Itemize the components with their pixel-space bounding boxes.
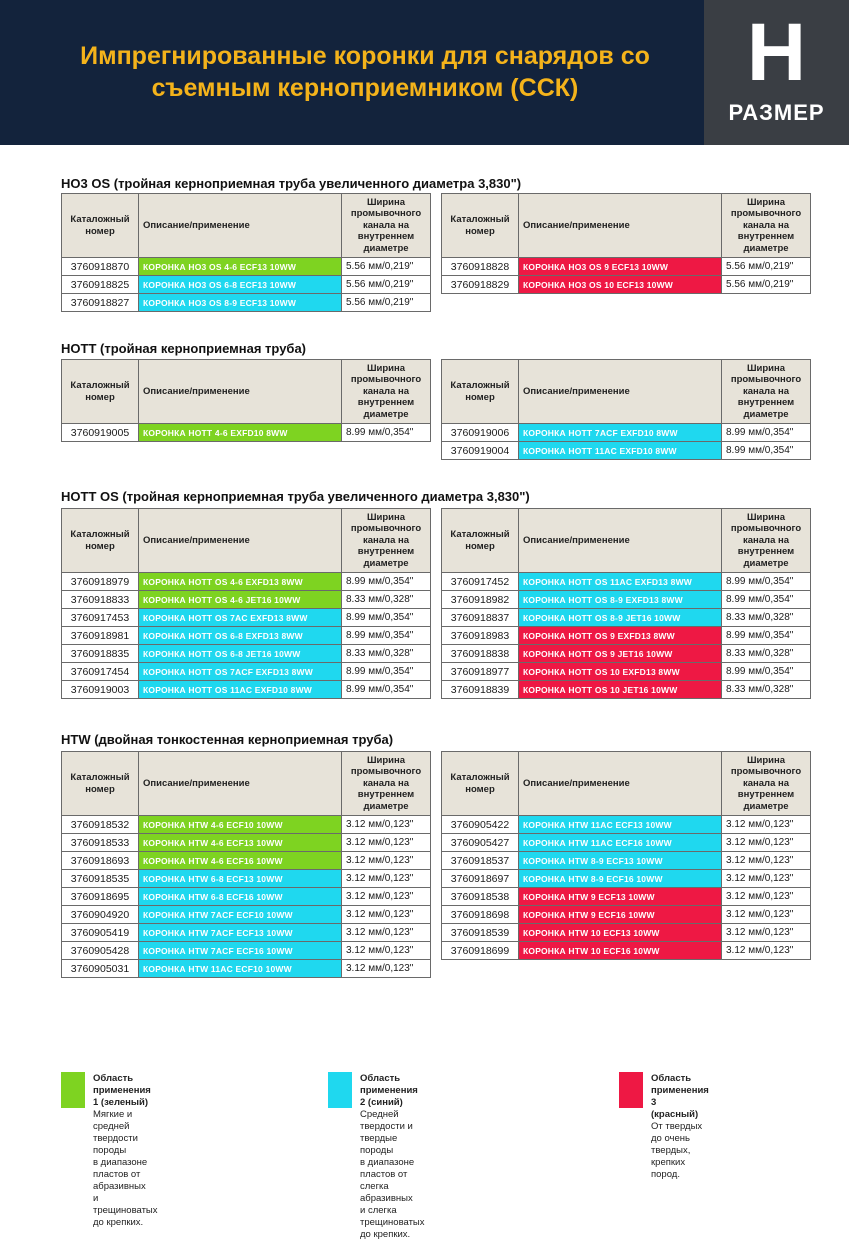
description-cell: КОРОНКА НО3 OS 4-6 ECF13 10WW [139, 258, 342, 276]
catalog-number: 3760919006 [442, 424, 519, 442]
catalog-number: 3760905419 [62, 924, 139, 942]
catalog-number: 3760918833 [62, 591, 139, 609]
description-cell: КОРОНКА HTW 7ACF ECF16 10WW [139, 942, 342, 960]
legend-text [93, 1073, 158, 1229]
table-hott-left [61, 359, 431, 442]
catalog-number: 3760918979 [62, 573, 139, 591]
catalog-number: 3760918533 [62, 834, 139, 852]
col-header-width: Ширина промывочного канала на внутреннем диаметре [722, 509, 811, 573]
col-header-width: Ширина промывочного канала на внутреннем диаметре [342, 752, 431, 816]
table-row [62, 942, 431, 960]
width-cell: 3.12 мм/0,123" [342, 960, 431, 978]
col-header-desc: Описание/применение [139, 194, 342, 258]
catalog-number: 3760918695 [62, 888, 139, 906]
size-badge [704, 0, 849, 145]
width-cell: 3.12 мм/0,123" [722, 870, 811, 888]
col-header-catalog: Каталожный номер [62, 194, 139, 258]
table-row [442, 924, 811, 942]
page-title: Импрегнированные коронки для снарядов со съемным керноприемником (ССК) [80, 42, 650, 102]
width-cell: 3.12 мм/0,123" [722, 906, 811, 924]
catalog-number: 3760917452 [442, 573, 519, 591]
table-htw-right [441, 751, 811, 960]
catalog-number: 3760919004 [442, 442, 519, 460]
description-cell: КОРОНКА HTW 8-9 ECF13 10WW [519, 852, 722, 870]
table-header-row [442, 509, 811, 573]
catalog-number: 3760919005 [62, 424, 139, 442]
page-header [0, 0, 849, 145]
table-row [442, 870, 811, 888]
catalog-number: 3760905428 [62, 942, 139, 960]
table-htw-left [61, 751, 431, 978]
description-cell: КОРОНКА НО3 OS 8-9 ECF13 10WW [139, 294, 342, 312]
catalog-number: 3760918539 [442, 924, 519, 942]
width-cell: 3.12 мм/0,123" [722, 924, 811, 942]
description-cell: КОРОНКА НОТТ OS 9 EXFD13 8WW [519, 627, 722, 645]
col-header-desc: Описание/применение [139, 360, 342, 424]
description-cell: КОРОНКА HTW 8-9 ECF16 10WW [519, 870, 722, 888]
catalog-number: 3760918827 [62, 294, 139, 312]
col-header-desc: Описание/применение [519, 194, 722, 258]
description-cell: КОРОНКА HTW 11AC ECF10 10WW [139, 960, 342, 978]
col-header-width: Ширина промывочного канала на внутреннем диаметре [342, 194, 431, 258]
width-cell: 8.99 мм/0,354" [342, 609, 431, 627]
legend-line: От твердых до очень твердых, [651, 1121, 703, 1156]
width-cell: 8.99 мм/0,354" [342, 663, 431, 681]
table-row [62, 424, 431, 442]
col-header-catalog: Каталожный номер [442, 194, 519, 258]
catalog-number: 3760918532 [62, 816, 139, 834]
table-row [62, 627, 431, 645]
description-cell: КОРОНКА НОТТ OS 7ACF EXFD13 8WW [139, 663, 342, 681]
catalog-number: 3760904920 [62, 906, 139, 924]
col-header-catalog: Каталожный номер [442, 509, 519, 573]
table-row [62, 852, 431, 870]
description-cell: КОРОНКА HTW 4-6 ECF16 10WW [139, 852, 342, 870]
table-row [62, 834, 431, 852]
description-cell: КОРОНКА HTW 4-6 ECF13 10WW [139, 834, 342, 852]
width-cell: 8.99 мм/0,354" [722, 424, 811, 442]
legend-line: и слегка трещиноватых до крепких. [360, 1205, 425, 1240]
catalog-number: 3760917454 [62, 663, 139, 681]
width-cell: 8.99 мм/0,354" [722, 663, 811, 681]
width-cell: 8.99 мм/0,354" [722, 573, 811, 591]
description-cell: КОРОНКА НОТТ OS 11AC EXFD13 8WW [519, 573, 722, 591]
table-row [442, 276, 811, 294]
catalog-number: 3760919003 [62, 681, 139, 699]
description-cell: КОРОНКА НОТТ OS 7AC EXFD13 8WW [139, 609, 342, 627]
width-cell: 5.56 мм/0,219" [342, 258, 431, 276]
legend-text [651, 1073, 709, 1181]
legend-line: в диапазоне пластов от слегка абразивных [360, 1157, 415, 1204]
table-row [62, 960, 431, 978]
catalog-number: 3760905427 [442, 834, 519, 852]
col-header-desc: Описание/применение [519, 360, 722, 424]
catalog-number: 3760917453 [62, 609, 139, 627]
description-cell: КОРОНКА HTW 6-8 ECF13 10WW [139, 870, 342, 888]
size-label: РАЗМЕР [728, 100, 825, 125]
catalog-number: 3760918535 [62, 870, 139, 888]
catalog-number: 3760918537 [442, 852, 519, 870]
width-cell: 8.99 мм/0,354" [722, 627, 811, 645]
catalog-number: 3760918693 [62, 852, 139, 870]
table-row [442, 627, 811, 645]
table-row [442, 834, 811, 852]
width-cell: 3.12 мм/0,123" [342, 816, 431, 834]
width-cell: 8.33 мм/0,328" [722, 681, 811, 699]
col-header-catalog: Каталожный номер [62, 509, 139, 573]
catalog-number: 3760918828 [442, 258, 519, 276]
width-cell: 3.12 мм/0,123" [342, 888, 431, 906]
width-cell: 8.99 мм/0,354" [342, 573, 431, 591]
width-cell: 3.12 мм/0,123" [722, 816, 811, 834]
table-row [62, 816, 431, 834]
size-letter: H [746, 7, 807, 98]
description-cell: КОРОНКА HTW 4-6 ECF10 10WW [139, 816, 342, 834]
description-cell: КОРОНКА HTW 7ACF ECF13 10WW [139, 924, 342, 942]
section-title-hottos: НОТТ OS (тройная керноприемная труба увеличенного диаметра 3,830") [61, 489, 530, 504]
legend-line: и трещиноватых до крепких. [93, 1193, 158, 1228]
catalog-number: 3760918697 [442, 870, 519, 888]
catalog-number: 3760918825 [62, 276, 139, 294]
table-row [442, 645, 811, 663]
width-cell: 3.12 мм/0,123" [722, 888, 811, 906]
description-cell: КОРОНКА НО3 OS 9 ECF13 10WW [519, 258, 722, 276]
width-cell: 3.12 мм/0,123" [722, 834, 811, 852]
description-cell: КОРОНКА HTW 10 ECF16 10WW [519, 942, 722, 960]
table-row [62, 888, 431, 906]
col-header-desc: Описание/применение [519, 752, 722, 816]
description-cell: КОРОНКА HTW 11AC ECF13 10WW [519, 816, 722, 834]
catalog-number: 3760905031 [62, 960, 139, 978]
width-cell: 8.99 мм/0,354" [722, 442, 811, 460]
col-header-catalog: Каталожный номер [442, 752, 519, 816]
table-row [62, 573, 431, 591]
col-header-width: Ширина промывочного канала на внутреннем диаметре [722, 194, 811, 258]
col-header-width: Ширина промывочного канала на внутреннем диаметре [722, 360, 811, 424]
table-row [62, 609, 431, 627]
description-cell: КОРОНКА HTW 9 ECF16 10WW [519, 906, 722, 924]
table-row [442, 591, 811, 609]
width-cell: 3.12 мм/0,123" [342, 906, 431, 924]
table-row [62, 681, 431, 699]
col-header-catalog: Каталожный номер [62, 360, 139, 424]
catalog-number: 3760918870 [62, 258, 139, 276]
table-ho3os-right [441, 193, 811, 294]
col-header-width: Ширина промывочного канала на внутреннем диаметре [342, 509, 431, 573]
table-row [442, 852, 811, 870]
width-cell: 3.12 мм/0,123" [342, 924, 431, 942]
width-cell: 5.56 мм/0,219" [722, 258, 811, 276]
table-row [442, 442, 811, 460]
section-title-hott: НОТТ (тройная керноприемная труба) [61, 341, 307, 356]
catalog-number: 3760918977 [442, 663, 519, 681]
legend-line: Мягкие и средней твердости породы [93, 1109, 138, 1156]
table-header-row [62, 752, 431, 816]
width-cell: 8.99 мм/0,354" [722, 591, 811, 609]
table-row [62, 591, 431, 609]
description-cell: КОРОНКА HTW 10 ECF13 10WW [519, 924, 722, 942]
legend-line: Средней твердости и твердые породы [360, 1109, 413, 1156]
table-hott-right [441, 359, 811, 460]
width-cell: 5.56 мм/0,219" [722, 276, 811, 294]
col-header-width: Ширина промывочного канала на внутреннем диаметре [342, 360, 431, 424]
description-cell: КОРОНКА НОТТ OS 4-6 JET16 10WW [139, 591, 342, 609]
table-header-row [62, 360, 431, 424]
col-header-desc: Описание/применение [519, 509, 722, 573]
width-cell: 8.99 мм/0,354" [342, 424, 431, 442]
description-cell: КОРОНКА НОТТ OS 6-8 JET16 10WW [139, 645, 342, 663]
col-header-desc: Описание/применение [139, 752, 342, 816]
table-row [62, 294, 431, 312]
table-row [442, 681, 811, 699]
width-cell: 8.99 мм/0,354" [342, 627, 431, 645]
table-row [442, 663, 811, 681]
catalog-number: 3760918981 [62, 627, 139, 645]
legend-swatch-green [61, 1072, 85, 1108]
width-cell: 3.12 мм/0,123" [342, 942, 431, 960]
section-title-ho3os: НО3 OS (тройная керноприемная труба увеличенного диаметра 3,830") [61, 176, 522, 191]
description-cell: КОРОНКА НОТТ OS 9 JET16 10WW [519, 645, 722, 663]
width-cell: 3.12 мм/0,123" [722, 942, 811, 960]
catalog-number: 3760918699 [442, 942, 519, 960]
table-row [442, 609, 811, 627]
table-row [62, 906, 431, 924]
legend-swatch-red [619, 1072, 643, 1108]
catalog-number: 3760918538 [442, 888, 519, 906]
table-row [442, 573, 811, 591]
width-cell: 5.56 мм/0,219" [342, 276, 431, 294]
table-row [442, 258, 811, 276]
legend-text [360, 1073, 425, 1241]
catalog-number: 3760918983 [442, 627, 519, 645]
description-cell: КОРОНКА НОТТ OS 6-8 EXFD13 8WW [139, 627, 342, 645]
table-row [62, 663, 431, 681]
description-cell: КОРОНКА НОТТ OS 11AC EXFD10 8WW [139, 681, 342, 699]
catalog-number: 3760918698 [442, 906, 519, 924]
table-header-row [442, 194, 811, 258]
table-row [62, 870, 431, 888]
catalog-number: 3760918837 [442, 609, 519, 627]
legend-title-cont: (красный) [651, 1109, 699, 1120]
description-cell: КОРОНКА НО3 OS 6-8 ECF13 10WW [139, 276, 342, 294]
legend-line: крепких пород. [651, 1157, 686, 1180]
description-cell: КОРОНКА HTW 9 ECF13 10WW [519, 888, 722, 906]
width-cell: 8.33 мм/0,328" [722, 609, 811, 627]
description-cell: КОРОНКА НО3 OS 10 ECF13 10WW [519, 276, 722, 294]
table-ho3os-left [61, 193, 431, 312]
col-header-catalog: Каталожный номер [442, 360, 519, 424]
table-header-row [62, 509, 431, 573]
description-cell: КОРОНКА НОТТ OS 10 JET16 10WW [519, 681, 722, 699]
table-header-row [442, 360, 811, 424]
legend-title: Область применения 3 [651, 1073, 709, 1108]
col-header-desc: Описание/применение [139, 509, 342, 573]
table-row [442, 906, 811, 924]
description-cell: КОРОНКА НОТТ 4-6 EXFD10 8WW [139, 424, 342, 442]
table-header-row [442, 752, 811, 816]
description-cell: КОРОНКА НОТТ OS 10 EXFD13 8WW [519, 663, 722, 681]
catalog-number: 3760918982 [442, 591, 519, 609]
legend-line: в диапазоне пластов от абразивных [93, 1157, 148, 1192]
description-cell: КОРОНКА НОТТ OS 4-6 EXFD13 8WW [139, 573, 342, 591]
description-cell: КОРОНКА НОТТ OS 8-9 JET16 10WW [519, 609, 722, 627]
width-cell: 5.56 мм/0,219" [342, 294, 431, 312]
width-cell: 8.33 мм/0,328" [722, 645, 811, 663]
width-cell: 8.99 мм/0,354" [342, 681, 431, 699]
legend-swatch-cyan [328, 1072, 352, 1108]
table-row [62, 258, 431, 276]
description-cell: КОРОНКА НОТТ 11AC EXFD10 8WW [519, 442, 722, 460]
description-cell: КОРОНКА HTW 6-8 ECF16 10WW [139, 888, 342, 906]
width-cell: 3.12 мм/0,123" [722, 852, 811, 870]
col-header-width: Ширина промывочного канала на внутреннем диаметре [722, 752, 811, 816]
catalog-number: 3760918835 [62, 645, 139, 663]
table-row [62, 924, 431, 942]
table-header-row [62, 194, 431, 258]
description-cell: КОРОНКА HTW 7ACF ECF10 10WW [139, 906, 342, 924]
width-cell: 3.12 мм/0,123" [342, 852, 431, 870]
table-hottos-right [441, 508, 811, 699]
table-row [62, 645, 431, 663]
width-cell: 8.33 мм/0,328" [342, 645, 431, 663]
table-row [62, 276, 431, 294]
legend-title: Область применения 2 (синий) [360, 1073, 418, 1108]
table-row [442, 424, 811, 442]
width-cell: 3.12 мм/0,123" [342, 870, 431, 888]
section-title-htw: HTW (двойная тонкостенная керноприемная труба) [61, 732, 394, 747]
catalog-number: 3760918829 [442, 276, 519, 294]
table-row [442, 942, 811, 960]
legend-title: Область применения 1 (зеленый) [93, 1073, 151, 1108]
col-header-catalog: Каталожный номер [62, 752, 139, 816]
width-cell: 8.33 мм/0,328" [342, 591, 431, 609]
description-cell: КОРОНКА НОТТ OS 8-9 EXFD13 8WW [519, 591, 722, 609]
catalog-number: 3760918838 [442, 645, 519, 663]
catalog-number: 3760918839 [442, 681, 519, 699]
description-cell: КОРОНКА HTW 11AC ECF16 10WW [519, 834, 722, 852]
description-cell: КОРОНКА НОТТ 7ACF EXFD10 8WW [519, 424, 722, 442]
table-hottos-left [61, 508, 431, 699]
catalog-number: 3760905422 [442, 816, 519, 834]
table-row [442, 816, 811, 834]
table-row [442, 888, 811, 906]
width-cell: 3.12 мм/0,123" [342, 834, 431, 852]
